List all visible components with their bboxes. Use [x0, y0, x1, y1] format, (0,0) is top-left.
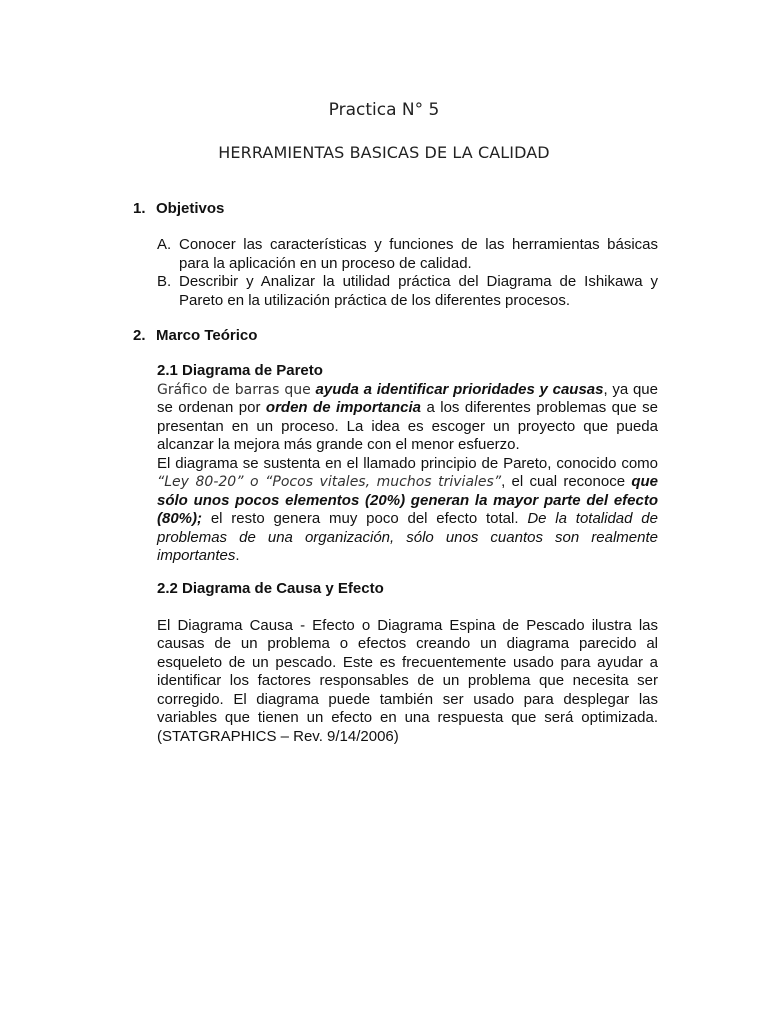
section-number: 1. — [133, 200, 146, 217]
document-subtitle: HERRAMIENTAS BASICAS DE LA CALIDAD — [218, 143, 550, 162]
list-item-letter: B. — [157, 273, 172, 290]
pareto-text: , el cual reconoce — [501, 473, 626, 490]
objectives-list — [157, 236, 658, 310]
section-number: 2. — [133, 327, 146, 344]
pareto-text: a los diferentes problemas que se presentan en un proceso. La idea es escoger un proyecto que pueda alcanzar la mejora más grande con el menor esfuerzo. — [157, 399, 658, 453]
causa-efecto-heading: 2.2 Diagrama de Causa y Efecto — [157, 580, 384, 597]
pareto-text: el resto genera muy poco del efecto total. — [202, 510, 519, 527]
causa-efecto-section — [157, 580, 658, 746]
pareto-emphasis: ayuda a identificar prioridades y causas — [315, 380, 604, 398]
list-item-letter: A. — [157, 236, 172, 253]
pareto-paragraph-1 — [157, 381, 658, 455]
pareto-section — [157, 362, 658, 566]
causa-efecto-paragraph: El Diagrama Causa - Efecto o Diagrama Espina de Pescado ilustra las causas de un problema o efectos creando un diagrama parecido al esqueleto de un pescado. Este es frecuentemente usado para ayudar a identificar los factores responsables de un problema que necesita ser corregido. El diagrama puede también ser usado para desplegar las variables que tienen un efecto en una respuesta que será optimizada. (STATGRAPHICS – Rev. 9/14/2006) — [157, 616, 658, 745]
pareto-text: . — [235, 547, 240, 564]
pareto-italic: De la totalidad de problemas de una organización, sólo unos cuantos son realmente importantes — [157, 510, 658, 564]
pareto-emphasis: orden de importancia — [265, 399, 422, 416]
pareto-quote: “Ley 80-20” o “Pocos vitales, muchos triviales” — [157, 474, 502, 490]
pareto-heading: 2.1 Diagrama de Pareto — [157, 362, 323, 379]
pareto-text: El diagrama se sustenta en el llamado principio de Pareto, conocido como — [157, 454, 658, 472]
pareto-text: Gráfico de barras que — [157, 381, 311, 398]
document-title: Practica N° 5 — [328, 100, 440, 120]
section-title: Marco Teórico — [156, 327, 258, 344]
pareto-text: , ya que se ordenan por — [157, 380, 658, 416]
section-title: Objetivos — [156, 200, 225, 217]
section-objetivos-heading — [133, 200, 224, 217]
list-item — [157, 273, 658, 310]
pareto-paragraph-2 — [157, 455, 658, 566]
list-item — [157, 236, 658, 273]
pareto-emphasis: que sólo unos pocos elementos (20%) generan la mayor parte del efecto (80%); — [157, 473, 659, 527]
list-item-text: Describir y Analizar la utilidad práctica del Diagrama de Ishikawa y Pareto en la utilización práctica de los diferentes procesos. — [179, 273, 658, 309]
list-item-text: Conocer las características y funciones de las herramientas básicas para la aplicación en un proceso de calidad. — [179, 236, 658, 272]
section-marco-heading — [133, 327, 257, 344]
